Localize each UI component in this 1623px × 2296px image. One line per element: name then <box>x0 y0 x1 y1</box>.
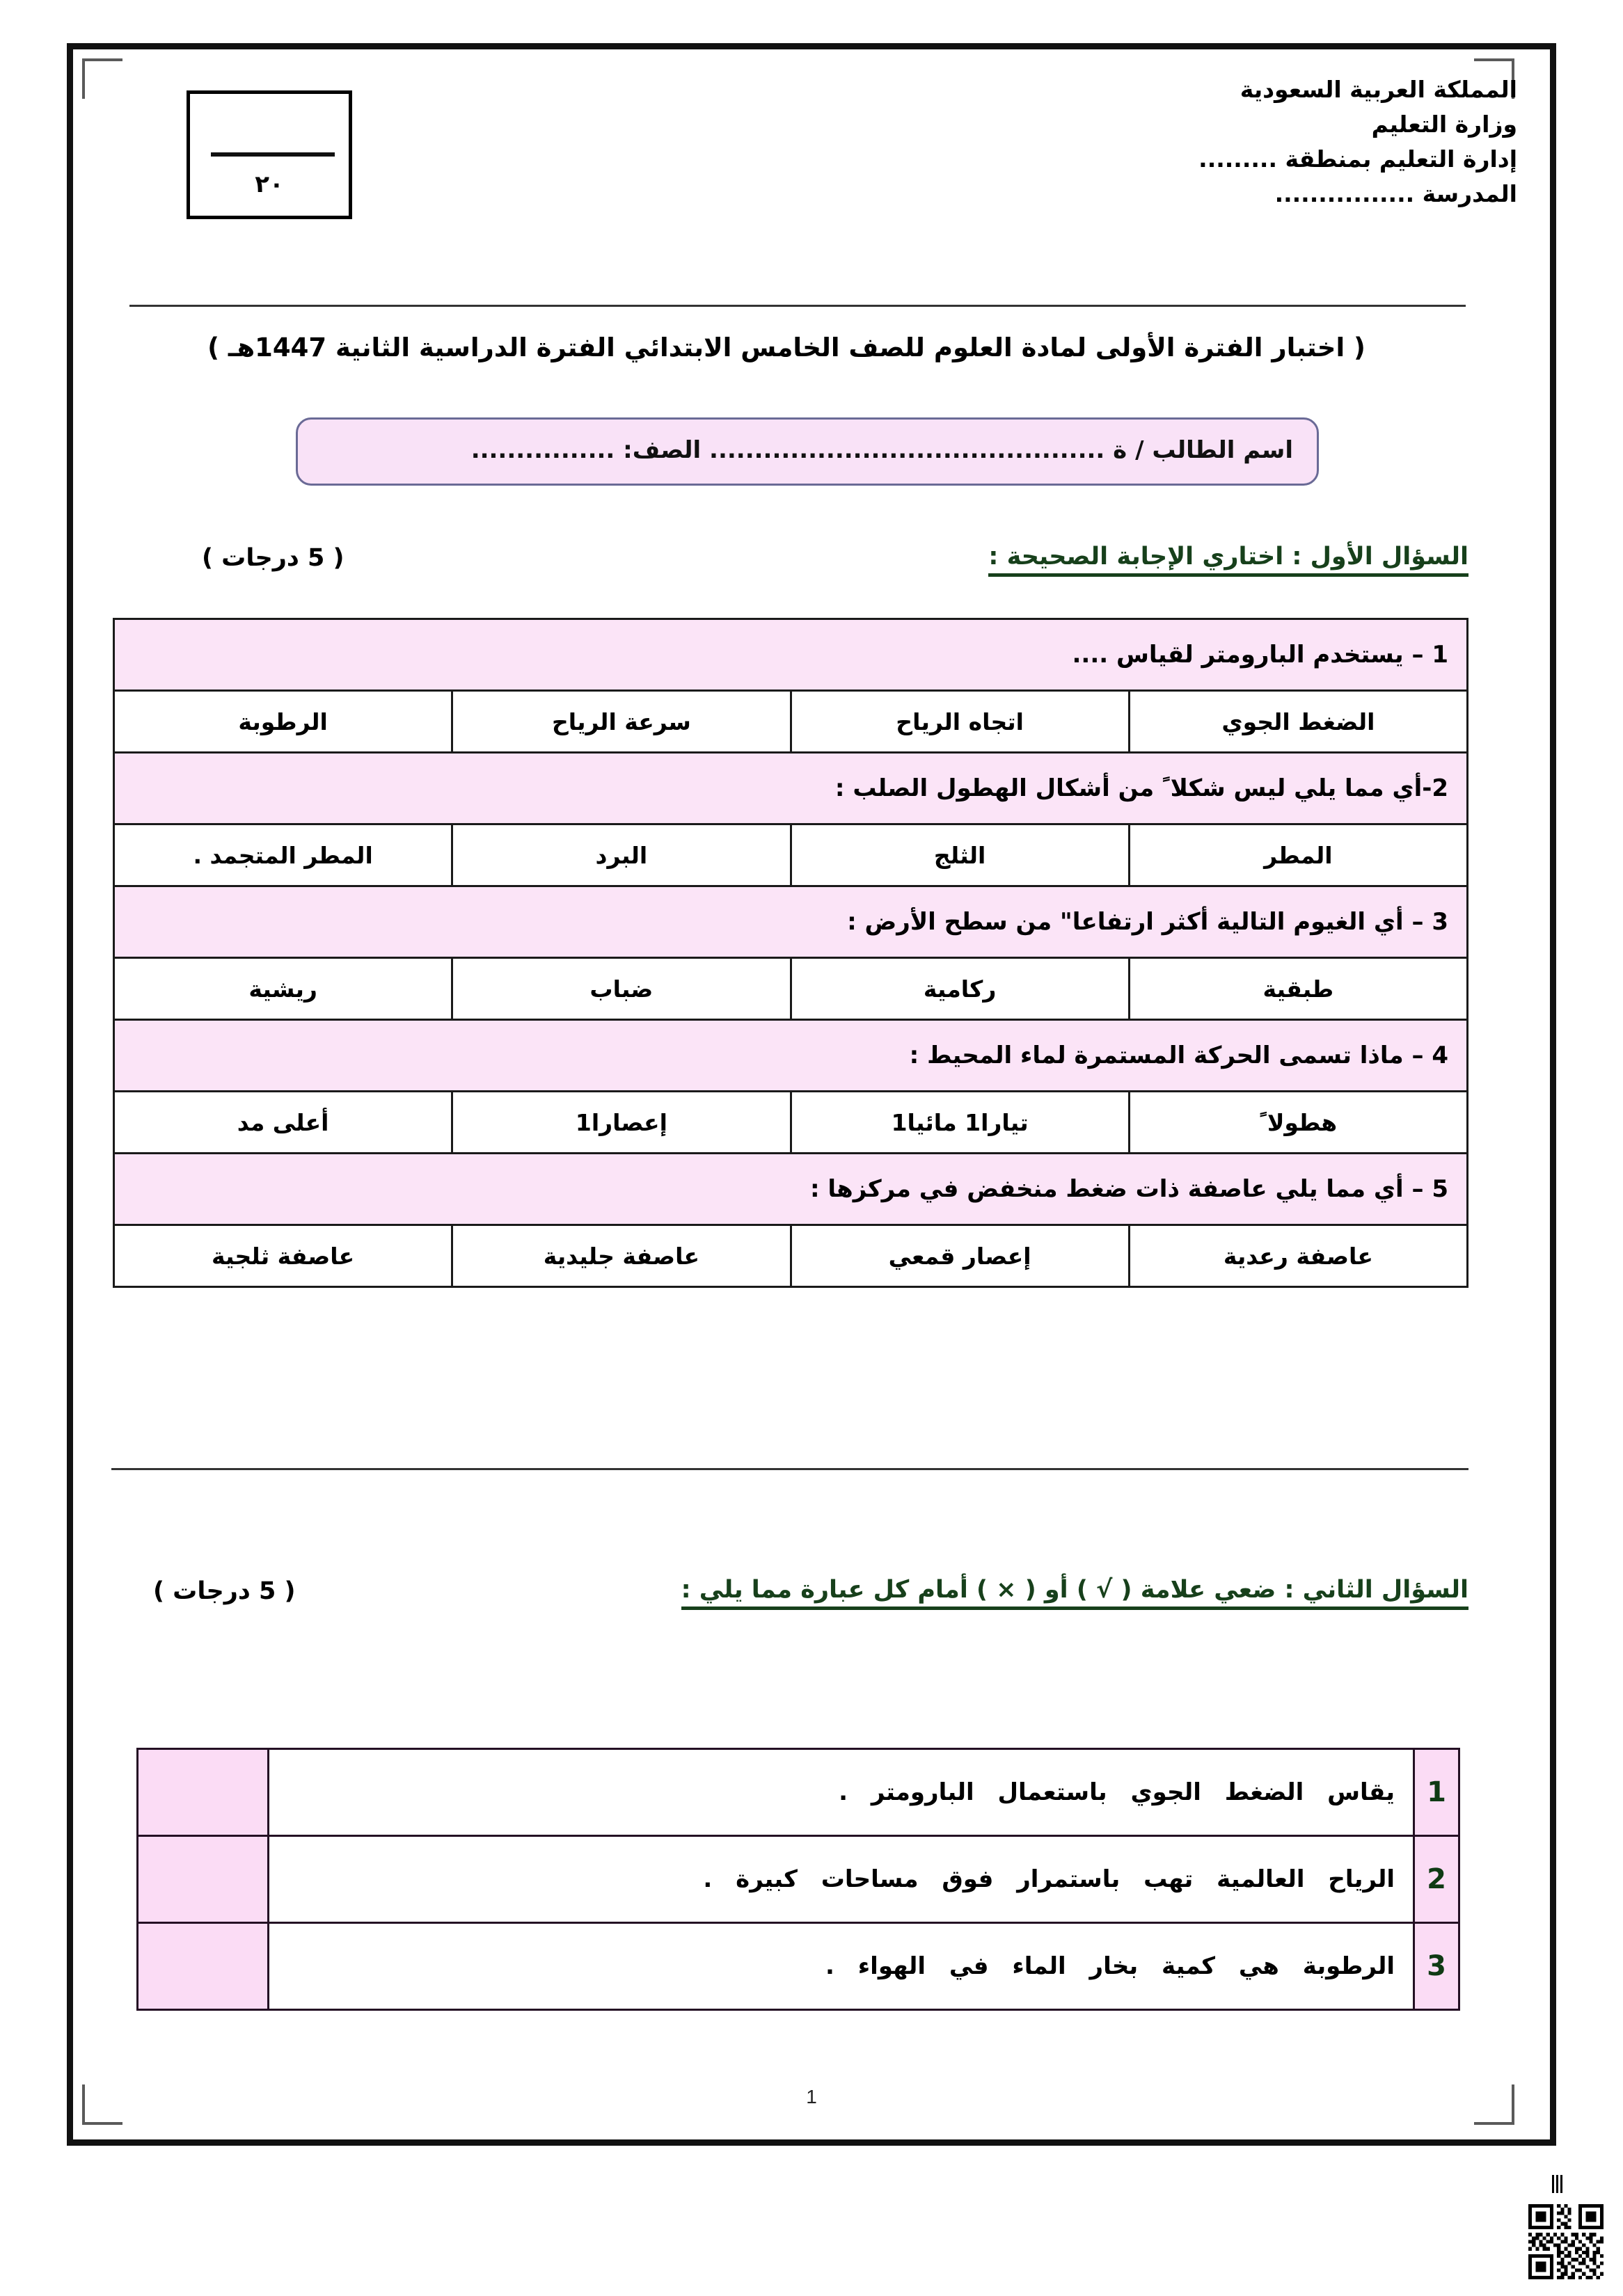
table-row <box>138 1749 1459 1836</box>
mcq-option-5-d[interactable]: عاصفة ثلجية <box>114 1225 452 1287</box>
student-info-strip[interactable] <box>296 417 1319 486</box>
table-row <box>114 1020 1468 1092</box>
tf-statement-2: الرياح العالمية تهب باستمرار فوق مساحات كبيرة . <box>269 1836 1414 1923</box>
section-divider-rule <box>111 1468 1468 1470</box>
question-one-marks: ( 5 درجات ) <box>202 544 345 572</box>
student-name-and-class-field[interactable]: اسم الطالب / ة ............................................ الصف: ................ <box>470 436 1293 464</box>
table-row <box>114 691 1468 753</box>
tf-answer-cell-3[interactable] <box>138 1923 269 2010</box>
mcq-option-2-a[interactable]: المطر <box>1129 824 1467 886</box>
tf-row-number-3: 3 <box>1414 1923 1459 2010</box>
mcq-prompt-4: 4 – ماذا تسمى الحركة المستمرة لماء المحيط : <box>114 1020 1468 1092</box>
question-two-heading: السؤال الثاني : ضعي علامة ( √ ) أو ( × ) أمام كل عبارة مما يلي : <box>681 1576 1468 1610</box>
exam-title: ( اختبار الفترة الأولى لمادة العلوم للصف الخامس الابتدائي الفترة الدراسية الثانية 1447هـ ) <box>207 333 1365 362</box>
table-row <box>138 1923 1459 2010</box>
page-number: 1 <box>806 2086 817 2107</box>
mcq-prompt-2: 2-أي مما يلي ليس شكلا ً من أشكال الهطول الصلب : <box>114 753 1468 824</box>
question-one-heading-row <box>202 543 1468 577</box>
mcq-option-3-b[interactable]: ركامية <box>791 958 1129 1020</box>
table-row <box>114 824 1468 886</box>
ministry-header-block <box>1198 72 1517 212</box>
mcq-option-1-d[interactable]: الرطوبة <box>114 691 452 753</box>
mcq-option-3-c[interactable]: ضباب <box>452 958 791 1020</box>
header-divider-rule <box>129 305 1466 307</box>
mcq-option-1-c[interactable]: سرعة الرياح <box>452 691 791 753</box>
question-one-heading: السؤال الأول : اختاري الإجابة الصحيحة : <box>988 543 1468 577</box>
mcq-prompt-3: 3 – أي الغيوم التالية أكثر ارتفاعا" من سطح الأرض : <box>114 886 1468 958</box>
tf-statement-3: الرطوبة هي كمية بخار الماء في الهواء . <box>269 1923 1414 2010</box>
mcq-prompt-5: 5 – أي مما يلي عاصفة ذات ضغط منخفض في مركزها : <box>114 1154 1468 1225</box>
grade-fraction-line <box>211 152 335 157</box>
mcq-option-1-a[interactable]: الضغط الجوي <box>1129 691 1467 753</box>
header-line-region: إدارة التعليم بمنطقة ......... <box>1198 145 1517 173</box>
mcq-option-4-c[interactable]: إعصارا1 <box>452 1092 791 1154</box>
table-row <box>114 1154 1468 1225</box>
mcq-option-4-a[interactable]: هطولا ً <box>1129 1092 1467 1154</box>
table-row <box>114 886 1468 958</box>
tf-answer-cell-2[interactable] <box>138 1836 269 1923</box>
header-line-school: المدرسة ................ <box>1274 180 1517 208</box>
mcq-option-4-b[interactable]: تيارا1 مائيا1 <box>791 1092 1129 1154</box>
tf-row-number-1: 1 <box>1414 1749 1459 1836</box>
mcq-option-1-b[interactable]: اتجاه الرياح <box>791 691 1129 753</box>
barcode-stub <box>1552 2175 1565 2193</box>
true-false-table <box>136 1748 1460 2011</box>
mcq-option-3-a[interactable]: طبقية <box>1129 958 1467 1020</box>
table-row <box>114 958 1468 1020</box>
mcq-option-5-a[interactable]: عاصفة رعدية <box>1129 1225 1467 1287</box>
mcq-option-2-b[interactable]: الثلج <box>791 824 1129 886</box>
tf-row-number-2: 2 <box>1414 1836 1459 1923</box>
question-two-heading-row <box>153 1576 1468 1610</box>
header-line-ministry: وزارة التعليم <box>1371 111 1517 138</box>
tf-answer-cell-1[interactable] <box>138 1749 269 1836</box>
mcq-option-3-d[interactable]: ريشية <box>114 958 452 1020</box>
table-row <box>114 753 1468 824</box>
mcq-option-2-d[interactable]: المطر المتجمد . <box>114 824 452 886</box>
qr-code-svg <box>1528 2204 1604 2279</box>
question-two-marks: ( 5 درجات ) <box>153 1577 296 1605</box>
tf-statement-1: يقاس الضغط الجوي باستعمال البارومتر . <box>269 1749 1414 1836</box>
table-row <box>114 1225 1468 1287</box>
table-row <box>114 1092 1468 1154</box>
grade-total-marks: ٢٠ <box>255 170 284 198</box>
mcq-option-4-d[interactable]: أعلى مد <box>114 1092 452 1154</box>
table-row <box>138 1836 1459 1923</box>
multiple-choice-table <box>113 618 1468 1288</box>
grade-score-box[interactable] <box>187 90 352 219</box>
mcq-option-5-b[interactable]: إعصار قمعي <box>791 1225 1129 1287</box>
mcq-option-2-c[interactable]: البرد <box>452 824 791 886</box>
table-row <box>114 619 1468 691</box>
qr-code-icon <box>1528 2204 1604 2279</box>
mcq-option-5-c[interactable]: عاصفة جليدية <box>452 1225 791 1287</box>
document-header <box>104 63 1531 250</box>
mcq-prompt-1: 1 – يستخدم البارومتر لقياس .... <box>114 619 1468 691</box>
header-line-kingdom: المملكة العربية السعودية <box>1240 76 1517 103</box>
